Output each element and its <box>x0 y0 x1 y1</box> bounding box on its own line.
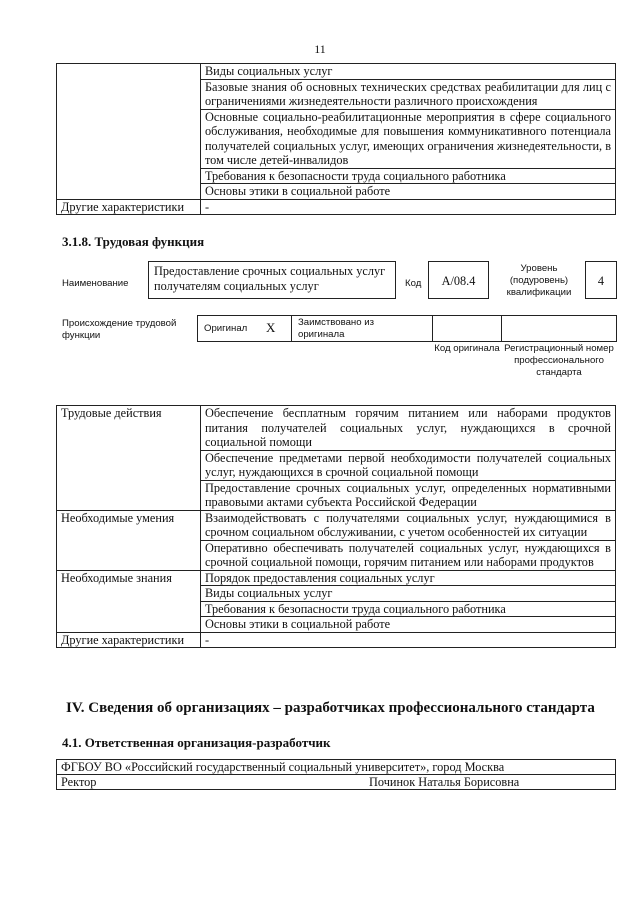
reg-number-cell <box>501 315 617 342</box>
function-name-box: Предоставление срочных социальных услуг получателям социальных услуг <box>148 261 396 299</box>
borrowed-label: Заимствовано из оригинала <box>298 317 374 340</box>
org-name: ФГБОУ ВО «Российский государственный социальный университет», город Москва <box>57 760 616 775</box>
original-mark: X <box>266 320 276 335</box>
person-name: Починок Наталья Борисовна <box>365 775 616 790</box>
knowledge-item: Основы этики в социальной работе <box>200 617 615 633</box>
other-characteristics-label: Другие характеристики <box>57 199 201 215</box>
labor-action-item: Обеспечение предметами первой необходимости получателей социальных услуг, нуждающихся в срочной социальной помощи <box>200 450 615 480</box>
knowledge-item: Базовые знания об основных технических средствах реабилитации для лиц с ограничениями жизнедеятельности различного происхождения <box>200 79 615 109</box>
page-number: 11 <box>314 42 326 56</box>
name-label: Наименование <box>62 278 129 289</box>
other-characteristics-value: - <box>200 199 615 215</box>
skill-item: Оперативно обеспечивать получателей социальных услуг, нуждающихся в срочной социальной помощи, горячим питанием или наборами продуктов <box>200 540 615 570</box>
empty-label-cell <box>57 64 201 200</box>
labor-action-item: Обеспечение бесплатным горячим питанием или наборами продуктов питания получателей социальных услуг, нуждающихся в срочной социальной помощи <box>200 406 615 451</box>
other-characteristics-label: Другие характеристики <box>57 632 201 648</box>
labor-actions-label: Трудовые действия <box>57 406 201 511</box>
knowledge-item: Требования к безопасности труда социального работника <box>200 168 615 184</box>
knowledge-item: Основы этики в социальной работе <box>200 184 615 200</box>
section-41-title: 4.1. Ответственная организация-разработчик <box>62 735 331 750</box>
labor-action-item: Предоставление срочных социальных услуг, определенных нормативными правовыми актами субъекта Российской Федерации <box>200 480 615 510</box>
level-value-box: 4 <box>585 261 617 299</box>
origin-label: Происхождение трудовой функции <box>62 318 177 341</box>
knowledge-item: Виды социальных услуг <box>200 586 615 602</box>
code-origin-label: Код оригинала <box>434 343 500 354</box>
code-value-box: A/08.4 <box>428 261 489 299</box>
skill-item: Взаимодействовать с получателями социальных услуг, нуждающимися в срочном социальном обслуживании, с учетом особенностей их ситуации <box>200 510 615 540</box>
code-origin-cell <box>432 315 502 342</box>
section-iv-title: IV. Сведения об организациях – разработчиках профессионального стандарта <box>66 700 595 716</box>
knowledge-item: Виды социальных услуг <box>200 64 615 80</box>
original-cell <box>197 315 292 342</box>
skills-label: Необходимые умения <box>57 510 201 570</box>
knowledge-item: Порядок предоставления социальных услуг <box>200 570 615 586</box>
knowledge-label: Необходимые знания <box>57 570 201 632</box>
other-characteristics-value: - <box>200 632 615 648</box>
level-label: Уровень (подуровень) квалификации <box>506 263 572 298</box>
reg-number-label: Регистрационный номер профессионального стандарта <box>504 343 614 378</box>
code-label: Код <box>405 278 422 289</box>
section-title: 3.1.8. Трудовая функция <box>62 234 205 249</box>
position: Ректор <box>57 775 366 790</box>
developer-org-table <box>56 759 616 790</box>
knowledge-item: Основные социально-реабилитационные мероприятия в сфере социального обслуживания, необходимые для повышения коммуникативного потенциала получателей социальных услуг, имеющих ограничения жизнедеятельности, в том числе детей-инвалидов <box>200 109 615 168</box>
original-label: Оригинал <box>204 323 248 334</box>
labor-function-table <box>56 405 616 648</box>
knowledge-item: Требования к безопасности труда социального работника <box>200 601 615 617</box>
knowledge-table-continued <box>56 63 616 215</box>
borrowed-cell <box>291 315 433 342</box>
